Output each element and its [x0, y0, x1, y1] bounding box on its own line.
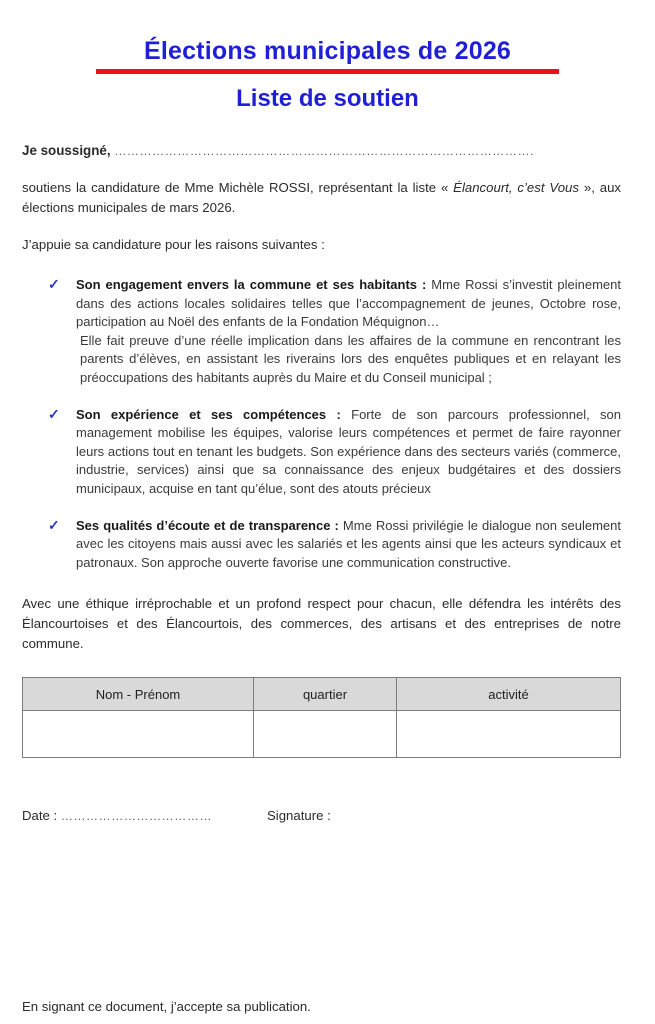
column-header-name: Nom - Prénom	[23, 678, 254, 711]
signature-label: Signature :	[267, 808, 331, 824]
declaration-text-after: », aux élections municipales de mars 2026.	[22, 180, 621, 215]
checkmark-icon: ✓	[48, 276, 60, 292]
undersigned-dotted-field[interactable]: ……………………………………………………………………………………….	[114, 144, 535, 158]
date-dotted-field[interactable]: ………………………………	[60, 809, 213, 824]
bullet-paragraph	[76, 276, 621, 332]
consent-statement: En signant ce document, j’accepte sa publication.	[22, 999, 311, 1014]
signature-table	[22, 677, 621, 758]
bullet-heading: Ses qualités d’écoute et de transparence :	[76, 517, 339, 533]
reasons-lead-in: J’appuie sa candidature pour les raisons suivantes :	[22, 237, 325, 252]
list-name: Élancourt, c’est Vous	[453, 180, 579, 195]
checkmark-icon: ✓	[48, 516, 60, 533]
title-underline-rule	[96, 69, 559, 74]
page-subtitle: Liste de soutien	[236, 85, 419, 112]
document-header	[0, 0, 655, 113]
checkmark-icon: ✓	[48, 405, 60, 422]
column-header-activite: activité	[397, 678, 621, 711]
closing-paragraph: Avec une éthique irréprochable et un profond respect pour chacun, elle défendra les intérêts des Élancourtoises et des Élancourtois, des commerces, des artisans et des entreprises de notre commune.	[22, 596, 621, 652]
list-item	[48, 517, 621, 573]
column-header-quartier: quartier	[254, 678, 397, 711]
list-item	[48, 406, 621, 499]
declaration-text-before: soutiens la candidature de Mme Michèle ROSSI, représentant la liste «	[22, 180, 454, 195]
undersigned-line	[22, 141, 621, 161]
page-title: Élections municipales de 2026	[143, 37, 512, 65]
date-label: Date :	[22, 808, 61, 824]
bullet-paragraph-secondary: Elle fait preuve d’une réelle implication dans les affaires de la commune en rencontrant les parents d’élèves, en assistant les riverains lors des enquêtes publiques et en relayant les préoccupations des habitants auprès du Maire et du Conseil municipal ;	[80, 332, 621, 385]
signature-table-wrap	[22, 677, 621, 758]
undersigned-label: Je soussigné,	[22, 143, 111, 158]
bullet-text: Forte de son parcours professionnel, son management mobilise les équipes, valorise leurs compétences et permet de faire rayonner leurs actions tout en tenant les budgets. Son expérience dans des secteurs variés (commerce, industrie, services) ainsi que sa connaissance des enjeux budgétaires et des dossiers municipaux, acquise en tant qu’élue, sont des atouts précieux	[76, 406, 621, 496]
reasons-list	[22, 276, 621, 572]
document-body	[0, 141, 655, 826]
table-header-row	[23, 678, 621, 711]
cell-quartier[interactable]	[254, 711, 397, 758]
bullet-text: Mme Rossi privilégie le dialogue non seulement avec les citoyens mais aussi avec les salariés et les agents ainsi que les acteurs syndicaux et patronaux. Son approche ouverte favorise une communication constructive.	[76, 517, 621, 570]
bullet-heading: Son engagement envers la commune et ses habitants :	[76, 277, 427, 292]
table-row	[23, 711, 621, 758]
bullet-paragraph	[76, 517, 621, 573]
bullet-heading: Son expérience et ses compétences :	[76, 406, 341, 422]
cell-name[interactable]	[23, 711, 254, 758]
declaration-paragraph	[22, 178, 621, 218]
list-item	[48, 276, 621, 388]
bullet-paragraph	[76, 406, 621, 499]
date-signature-row	[22, 806, 621, 826]
bullet-text: Mme Rossi s’investit pleinement dans des actions locales solidaires telles que l’accompagnement de jeunes, Octobre rose, participation au Noël des enfants de la Fondation Méquignon…	[76, 277, 622, 330]
date-field-group	[22, 806, 267, 826]
cell-activite[interactable]	[397, 711, 621, 758]
